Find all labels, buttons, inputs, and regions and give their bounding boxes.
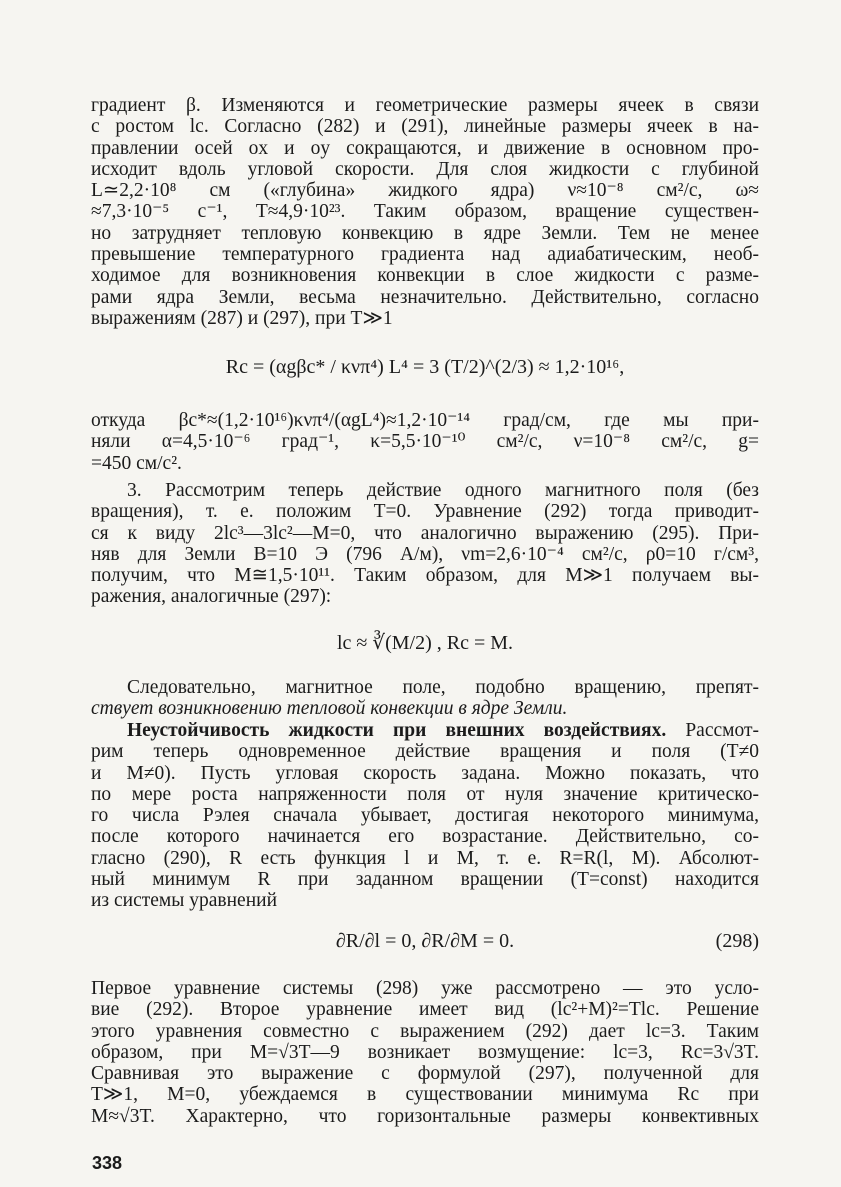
paragraph-rotation (91, 95, 759, 329)
text-line (91, 720, 759, 741)
text-line: из системы уравнений (91, 890, 278, 912)
formula-text: ∂R/∂l = 0, ∂R/∂M = 0. (335, 930, 515, 952)
paragraph-values (91, 410, 759, 474)
text-line: образом, при M=√3T—9 возникает возмущение: lc=3, Rc=3√3T. (91, 1041, 759, 1063)
text-line: няв для Земли B=10 Э (796 А/м), νm=2,6·10⁻⁴ см²/с, ρ0=10 г/см³, (91, 543, 759, 565)
text-line: Следовательно, магнитное поле, подобно вращению, препят- (127, 677, 759, 698)
text-line-italic: ствует возникновению тепловой конвекции в ядре Земли. (91, 698, 568, 720)
text-line: рами ядра Земли, весьма незначительно. Действительно, согласно (91, 286, 759, 308)
text-line: с ростом lc. Согласно (282) и (291), линейные размеры ячеек в на- (91, 116, 759, 138)
text-line: T≫1, M=0, убеждаемся в существовании минимума Rc при (91, 1084, 759, 1106)
text-line: по мере роста напряженности поля от нуля значение критическо- (91, 783, 759, 805)
page-number: 338 (92, 1153, 123, 1173)
text-line: ражения, аналогичные (297): (91, 586, 332, 608)
text-line: вращения), т. е. положим T=0. Уравнение (292) тогда приводит- (91, 501, 759, 523)
text-line: Первое уравнение системы (298) уже рассмотрено — это усло- (91, 978, 759, 999)
text-line: и M≠0). Пусть угловая скорость задана. Можно показать, что (91, 762, 759, 784)
text-line: откуда βc*≈(1,2·10¹⁶)κνπ⁴/(αgL⁴)≈1,2·10⁻¹⁴ град/см, где мы при- (91, 410, 759, 431)
text-line-italic: но затрудняет тепловую конвекцию в ядре Земли. Тем не менее (91, 222, 759, 244)
text-line: правлении осей ox и oy сокращаются, и движение в основном про- (91, 137, 759, 159)
text-line: этого уравнения совместно с выражением (292) дает lc=3. Таким (91, 1020, 759, 1042)
text-line: ходимое для возникновения конвекции в слое жидкости с разме- (91, 265, 759, 287)
formula-rayleigh-critical: Rc = (αgβc* / κνπ⁴) L⁴ = 3 (T/2)^(2/3) ≈ 1,2·10¹⁶, (225, 356, 625, 378)
text-line: Сравнивая это выражение с формулой (297), полученной для (91, 1063, 759, 1085)
text-line: 3. Рассмотрим теперь действие одного магнитного поля (без (127, 480, 759, 501)
text-line: выражениям (287) и (297), при T≫1 (91, 307, 393, 329)
formula-magnetic: lc ≈ ∛(M/2) , Rc = M. (336, 632, 514, 654)
text-line: ный минимум R при заданном вращении (T=const) находится (91, 869, 759, 891)
paragraph-magnetic-field (91, 480, 759, 608)
text-line: после которого начинается его возрастание. Действительно, со- (91, 826, 759, 848)
text-line: получим, что M≅1,5·10¹¹. Таким образом, для M≫1 получаем вы- (91, 565, 759, 587)
section-heading: Неустойчивость жидкости при внешних воздействиях. (127, 720, 667, 741)
paragraph-instability (91, 720, 759, 912)
paragraph-solution (91, 978, 759, 1127)
formula-system (91, 930, 759, 953)
text-line: L≃2,2·10⁸ см («глубина» жидкого ядра) ν≈10⁻⁸ см²/с, ω≈ (91, 180, 759, 202)
text-line: рим теперь одновременное действие вращения и поля (T≠0 (91, 741, 759, 763)
text-line: ≈7,3·10⁻⁵ с⁻¹, T≈4,9·10²³. Таким образом, вращение существен- (91, 201, 759, 223)
text-line: M≈√3T. Характерно, что горизонтальные размеры конвективных (91, 1105, 759, 1127)
text-line: =450 см/с². (91, 452, 182, 474)
text-line: исходит вдоль угловой скорости. Для слоя жидкости с глубиной (91, 158, 759, 180)
text-line: го числа Рэлея сначала убывает, достигая некоторого минимума, (91, 805, 759, 827)
paragraph-conclusion (91, 677, 759, 720)
text-line: превышение температурного градиента над адиабатическим, необ- (91, 244, 759, 266)
text-line: няли α=4,5·10⁻⁶ град⁻¹, κ=5,5·10⁻¹⁰ см²/с, ν=10⁻⁸ см²/с, g= (91, 431, 759, 453)
equation-number: (298) (715, 930, 759, 952)
text-fragment: Рассмот- (666, 720, 759, 741)
text-line: гласно (290), R есть функция l и M, т. е. R=R(l, M). Абсолют- (91, 847, 759, 869)
text-line: градиент β. Изменяются и геометрические размеры ячеек в связи (91, 95, 759, 116)
text-line: вие (292). Второе уравнение имеет вид (lc²+M)²=Tlc. Решение (91, 999, 759, 1021)
text-line: ся к виду 2lc³—3lc²—M=0, что аналогично выражению (295). При- (91, 522, 759, 544)
